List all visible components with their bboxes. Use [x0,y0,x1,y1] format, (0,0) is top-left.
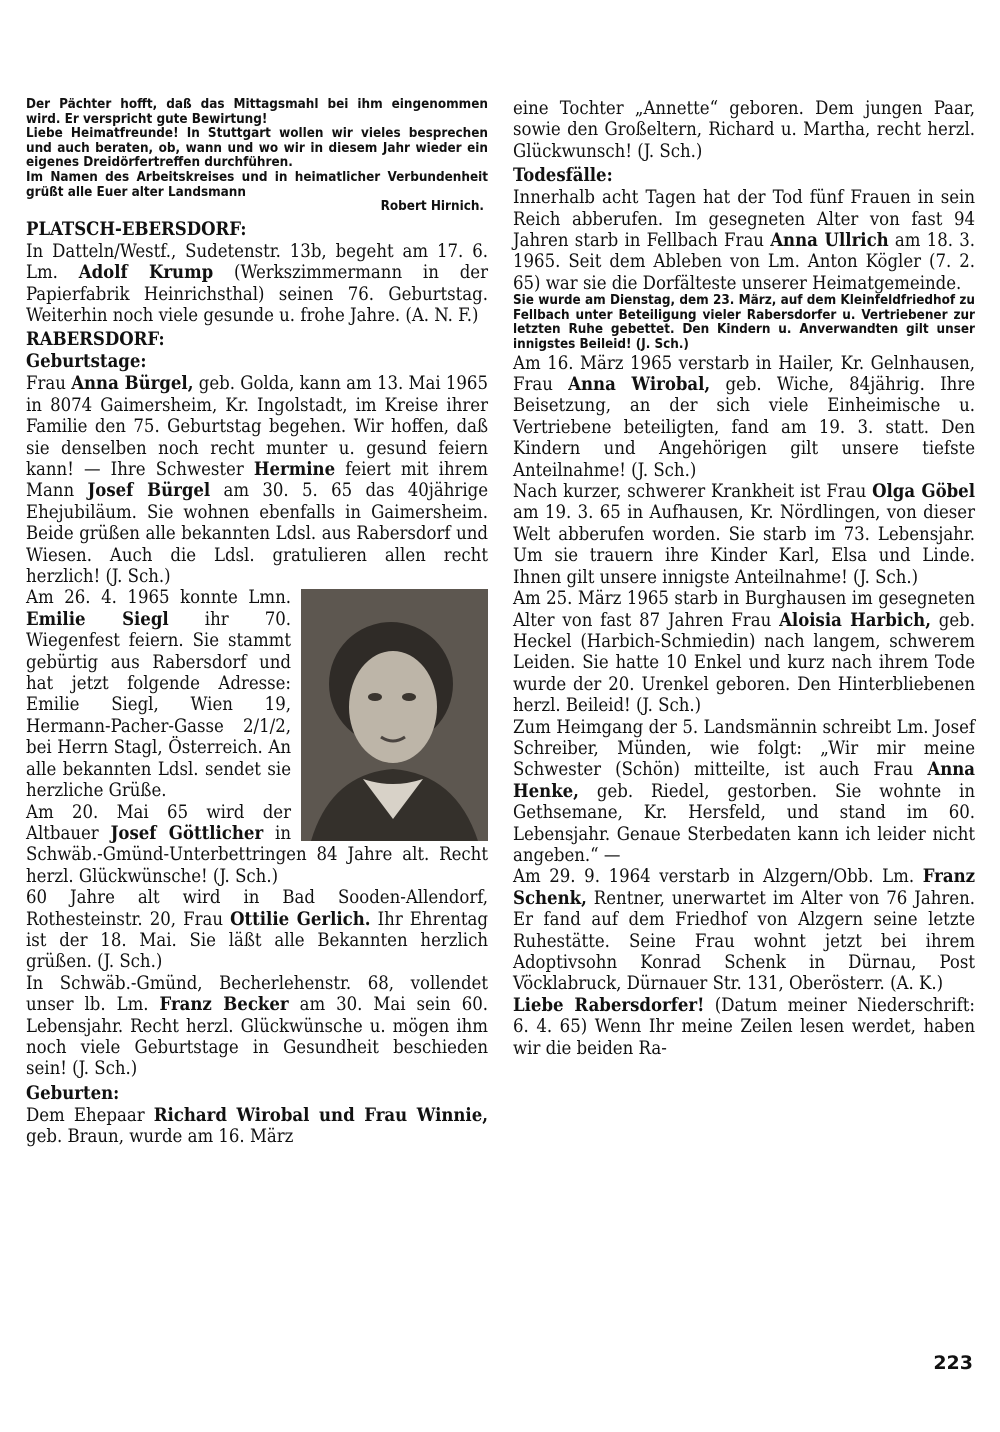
heading-geburtstage: Geburtstage: [26,351,147,373]
left-column [26,98,488,1148]
article-henke: Zum Heimgang der 5. Landsmännin schreibt Lm. Josef Schreiber, Münden, wie folgt: „Wir mir meine Schwester (Schön) mitteilte, ist auch Frau Anna Henke, geb. Riedel, gestorben. Sie wohnte in Gethsemane, Kr. Hersfeld, und stand im 60. Lebensjahr. Genaue Sterbedaten kann ich leider nicht angeben.“ — [513,716,975,866]
greeting: Liebe Rabersdorfer! [513,994,705,1016]
person-name: Adolf Krump [78,262,214,284]
heading-geburten: Geburten: [26,1082,120,1104]
article-gerlich: 60 Jahre alt wird in Bad Sooden-Allendorf, Rothesteinstr. 20, Frau Ottilie Gerlich. Ihr Ehrentag ist der 18. Mai. Sie läßt alle Bekannten herzlich grüßen. (J. Sch.) [26,887,488,973]
person-name: Aloisia Harbich, [779,609,931,631]
article-annette: eine Tochter „Annette“ geboren. Dem jungen Paar, sowie den Großeltern, Richard u. Martha, recht herzl. Glückwunsch! (J. Sch.) [513,98,975,162]
article-goebel: Nach kurzer, schwerer Krankheit ist Frau Olga Göbel am 19. 3. 65 in Aufhausen, Kr. Nördlingen, von dieser Welt abberufen worden. Sie starb im 73. Lebensjahr. Um sie trauern ihre Kinder Karl, Elsa und Linde. Ihnen gilt unsere innigste Anteilnahme! (J. Sch.) [513,481,975,588]
person-name: Olga Göbel [872,481,975,503]
page-number: 223 [933,1352,973,1374]
heading-platsch-ebersdorf: PLATSCH-EBERSDORF: [26,218,247,240]
heading-todesfaelle: Todesfälle: [513,165,613,187]
heading-rabersdorf: RABERSDORF: [26,329,165,351]
article-harbich: Am 25. März 1965 starb in Burghausen im gesegneten Alter von fast 87 Jahren Frau Aloisia Harbich, geb. Heckel (Harbich-Schmiedin) nach langem, schwerem Leiden. Sie hatte 10 Enkel und kurz nach ihrem Tode wurde der 20. Urenkel geboren. Den Hinterbliebenen herzl. Beileid! (J. Sch.) [513,588,975,717]
article-goettlicher: Am 20. Mai 65 wird der Altbauer Josef Göttlicher in Schwäb.-Gmünd-Unterbettringen 84 Jahre alt. Recht herzl. Glückwünsche! (J. Sch.) [26,801,488,887]
person-name: Anna Bürgel, [71,373,194,395]
person-name: Ottilie Gerlich. [230,908,371,930]
intro-block [26,98,488,215]
right-column [513,98,975,1059]
person-name: Josef Bürgel [87,480,211,502]
article-geburten: Dem Ehepaar Richard Wirobal und Frau Winnie, geb. Braun, wurde am 16. März [26,1104,488,1148]
intro-paragraph: Im Namen des Arbeitskreises und in heimatlicher Verbundenheit grüßt alle Euer alter Landsmann [26,169,488,200]
portrait-photo [301,589,488,841]
person-name: Anna Wirobal, [568,374,711,396]
article-closing: Liebe Rabersdorfer! (Datum meiner Niederschrift: 6. 4. 65) Wenn Ihr meine Zeilen lesen werdet, haben wir die beiden Ra- [513,994,975,1059]
intro-paragraph: Liebe Heimatfreunde! In Stuttgart wollen wir vieles besprechen und auch beraten, ob, wann und wo wir in diesem Jahr wieder ein eigenes Dreidörfertreffen durchführen. [26,126,488,171]
portrait-illustration [301,589,488,841]
person-name: Emilie Siegl [26,608,169,630]
article-ullrich: Innerhalb acht Tagen hat der Tod fünf Frauen in sein Reich abberufen. Im gesegneten Alter von fast 94 Jahren starb in Fellbach Frau Anna Ullrich am 18. 3. 1965. Seit dem Ableben von Lm. Anton Kögler (7. 2. 65) war sie die Dorfälteste unserer Heimatgemeinde. [513,187,975,294]
person-name: Franz Schenk, [513,866,975,909]
person-name: Anna Henke, [513,759,975,802]
article-siegl: Am 26. 4. 1965 konnte Lmn. Emilie Siegl ihr 70. Wiegenfest feiern. Sie stammt gebürtig aus Rabersdorf und hat jetzt folgende Adresse: Emilie Siegl, Wien 19, Hermann-Pacher-Gasse 2/1/2, bei Herrn Stagl, Österreich. An alle bekannten Ldsl. sendet sie herzliche Grüße. [26,587,292,802]
person-name: Franz Becker [159,994,289,1016]
article-becker: In Schwäb.-Gmünd, Becherlehenstr. 68, vollendet unser lb. Lm. Franz Becker am 30. Mai sein 60. Lebensjahr. Recht herzl. Glückwünsche u. mögen ihm noch viele Geburtstage in Gesundheit beschieden sein! (J. Sch.) [26,972,489,1080]
article-buergel: Frau Anna Bürgel, geb. Golda, kann am 13. Mai 1965 in 8074 Gaimersheim, Kr. Ingolstadt, im Kreise ihrer Familie den 75. Geburtstag begehen. Wir hoffen, daß sie denselben noch recht munter u. gesund feiern kann! — Ihre Schwester Hermine feiert mit ihrem Mann Josef Bürgel am 30. 5. 65 das 40jährige Ehejubiläum. Sie wohnen ebenfalls in Gaimersheim. Beide grüßen alle bekannten Ldsl. aus Rabersdorf und Wiesen. Auch die Ldsl. gratulieren allen recht herzlich! (J. Sch.) [26,373,488,588]
person-name: Richard Wirobal und Frau Winnie, [153,1104,488,1126]
signature: Robert Hirnich. [380,199,484,215]
article-schenk: Am 29. 9. 1964 verstarb in Alzgern/Obb. Lm. Franz Schenk, Rentner, unerwartet im Alter von 76 Jahren. Er fand auf dem Friedhof von Alzgern seine letzte Ruhestätte. Seine Frau wohnt jetzt bei ihrem Adoptivsohn Konrad Schenk in Dürnau, Post Vöcklabruck, Dürnauer Str. 131, Oberösterr. (A. K.) [513,866,975,995]
article-ullrich-note: Sie wurde am Dienstag, dem 23. März, auf dem Kleinfeldfriedhof zu Fellbach unter Beteiligung vieler Rabersdorfer u. Vertriebener zur letzten Ruhe gebettet. Den Kindern u. Anverwandten gilt unser innigstes Beileid! (J. Sch.) [513,293,975,353]
person-name: Anna Ullrich [770,230,889,252]
article-krump: In Datteln/Westf., Sudetenstr. 13b, begeht am 17. 6. Lm. Adolf Krump (Werkszimmermann in der Papierfabrik Heinrichsthal) seinen 76. Geburtstag. Weiterhin noch viele gesunde u. frohe Jahre. (A. N. F.) [26,240,488,326]
person-name: Hermine [253,459,336,480]
intro-paragraph: Der Pächter hofft, daß das Mittagsmahl bei ihm eingenommen wird. Er verspricht gute Bewirtung! [26,97,488,127]
siegl-block [26,587,488,801]
person-name: Josef Göttlicher [110,822,264,844]
article-wirobal: Am 16. März 1965 verstarb in Hailer, Kr. Gelnhausen, Frau Anna Wirobal, geb. Wiche, 84jährig. Ihre Beisetzung, an der sich viele Einheimische u. Vertriebene beteiligten, fand am 19. 3. statt. Den Kindern und Angehörigen gilt unsere tiefste Anteilnahme! (J. Sch.) [513,352,975,481]
